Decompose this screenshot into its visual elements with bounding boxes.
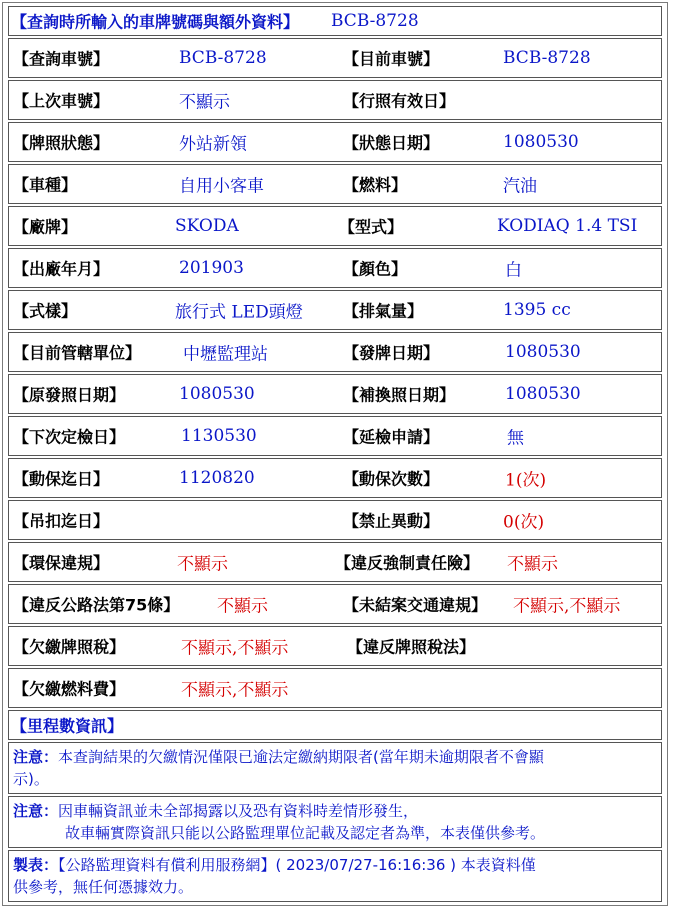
field-label: 【補換照日期】 bbox=[343, 385, 456, 405]
footer-text-cont: 供參考，無任何憑據效力。 bbox=[13, 878, 194, 896]
field-value: 外站新領 bbox=[179, 134, 247, 155]
field-value: 1080530 bbox=[505, 384, 581, 404]
table-row bbox=[8, 206, 662, 246]
field-label: 【原發照日期】 bbox=[13, 385, 126, 405]
field-value: 1080530 bbox=[505, 342, 581, 362]
field-value: 不顯示 bbox=[179, 92, 230, 113]
field-value: 無 bbox=[507, 428, 524, 449]
field-label: 【上次車號】 bbox=[13, 91, 110, 111]
field-value: 1395 cc bbox=[503, 300, 571, 320]
field-value: 1080530 bbox=[503, 132, 579, 152]
mileage-row bbox=[8, 710, 662, 740]
field-value: BCB-8728 bbox=[503, 48, 591, 68]
field-label: 【違反牌照稅法】 bbox=[347, 637, 476, 657]
note2-text-cont: 故車輛實際資訊只能以公路監理單位記載及認定者為準，本表僅供參考。 bbox=[65, 824, 546, 842]
field-value: 旅行式 LED頭燈 bbox=[175, 302, 303, 323]
note1-label: 注意： bbox=[13, 748, 59, 766]
table-row bbox=[8, 248, 662, 288]
mileage-title: 【里程數資訊】 bbox=[11, 716, 124, 736]
table-row bbox=[8, 374, 662, 414]
field-value: 白 bbox=[505, 260, 522, 281]
field-value: SKODA bbox=[175, 216, 239, 236]
table-row bbox=[8, 458, 662, 498]
table-row bbox=[8, 80, 662, 120]
table-row bbox=[8, 332, 662, 372]
field-label: 【目前車號】 bbox=[343, 49, 440, 69]
field-value: 不顯示 bbox=[177, 554, 228, 575]
field-value: 汽油 bbox=[503, 176, 537, 197]
field-value: 201903 bbox=[179, 258, 244, 278]
field-label: 【牌照狀態】 bbox=[13, 133, 110, 153]
note2-box bbox=[8, 796, 662, 848]
field-value: 不顯示,不顯示 bbox=[181, 638, 289, 659]
note1-text-cont: 示)。 bbox=[13, 770, 49, 788]
table-row bbox=[8, 164, 662, 204]
field-label: 【型式】 bbox=[339, 217, 404, 237]
field-value: KODIAQ 1.4 TSI bbox=[497, 216, 638, 236]
footer-text: 【公路監理資料有償利用服務網】( 2023/07/27-16:16:36 ) 本表資料僅 bbox=[58, 856, 536, 874]
field-label: 【行照有效日】 bbox=[343, 91, 456, 111]
header-plate: BCB-8728 bbox=[331, 11, 419, 31]
table-row bbox=[8, 668, 662, 708]
table-row bbox=[8, 122, 662, 162]
field-label: 【發牌日期】 bbox=[343, 343, 440, 363]
table-row bbox=[8, 500, 662, 540]
field-label: 【排氣量】 bbox=[343, 301, 424, 321]
table-row bbox=[8, 416, 662, 456]
table-row bbox=[8, 542, 662, 582]
field-label: 【廠牌】 bbox=[13, 217, 78, 237]
field-value: 不顯示,不顯示 bbox=[181, 680, 289, 701]
field-label: 【顏色】 bbox=[343, 259, 408, 279]
field-value: 不顯示 bbox=[507, 554, 558, 575]
field-label: 【違反強制責任險】 bbox=[335, 553, 480, 573]
field-label: 【燃料】 bbox=[343, 175, 408, 195]
field-label: 【目前管轄單位】 bbox=[13, 343, 142, 363]
table-row bbox=[8, 584, 662, 624]
note2-text: 因車輛資訊並未全部揭露以及恐有資料時差情形發生， bbox=[58, 802, 419, 820]
field-label: 【欠繳牌照稅】 bbox=[13, 637, 126, 657]
field-value: 1080530 bbox=[179, 384, 255, 404]
field-label: 【未結案交通違規】 bbox=[343, 595, 488, 615]
field-label: 【動保次數】 bbox=[343, 469, 440, 489]
field-label: 【查詢車號】 bbox=[13, 49, 110, 69]
field-label: 【欠繳燃料費】 bbox=[13, 679, 126, 699]
field-label: 【出廠年月】 bbox=[13, 259, 110, 279]
field-label: 【延檢申請】 bbox=[343, 427, 440, 447]
field-value: 1130530 bbox=[181, 426, 257, 446]
note2-label: 注意： bbox=[13, 802, 59, 820]
field-label: 【動保迄日】 bbox=[13, 469, 110, 489]
field-value: 自用小客車 bbox=[179, 176, 264, 197]
note1-text: 本查詢結果的欠繳情況僅限已逾法定繳納期限者(當年期未逾期限者不會顯 bbox=[58, 748, 544, 766]
footer-box bbox=[8, 850, 662, 902]
header-title: 【查詢時所輸入的車牌號碼與額外資料】 bbox=[11, 12, 300, 32]
field-label: 【違反公路法第75條】 bbox=[13, 595, 180, 615]
table-row bbox=[8, 38, 662, 78]
field-value: BCB-8728 bbox=[179, 48, 267, 68]
footer-label: 製表： bbox=[13, 856, 59, 874]
field-value: 不顯示 bbox=[217, 596, 268, 617]
field-label: 【式樣】 bbox=[13, 301, 78, 321]
field-value: 0(次) bbox=[503, 512, 545, 533]
field-value: 中壢監理站 bbox=[183, 344, 268, 365]
report-frame bbox=[2, 2, 668, 906]
table-row bbox=[8, 290, 662, 330]
header-row bbox=[8, 6, 662, 36]
field-value: 1120820 bbox=[179, 468, 255, 488]
table-row bbox=[8, 626, 662, 666]
field-label: 【車種】 bbox=[13, 175, 78, 195]
field-label: 【狀態日期】 bbox=[343, 133, 440, 153]
field-label: 【下次定檢日】 bbox=[13, 427, 126, 447]
note1-box bbox=[8, 742, 662, 794]
field-label: 【環保違規】 bbox=[13, 553, 110, 573]
field-value: 不顯示,不顯示 bbox=[513, 596, 621, 617]
field-label: 【禁止異動】 bbox=[343, 511, 440, 531]
field-value: 1(次) bbox=[505, 470, 547, 491]
field-label: 【吊扣迄日】 bbox=[13, 511, 110, 531]
